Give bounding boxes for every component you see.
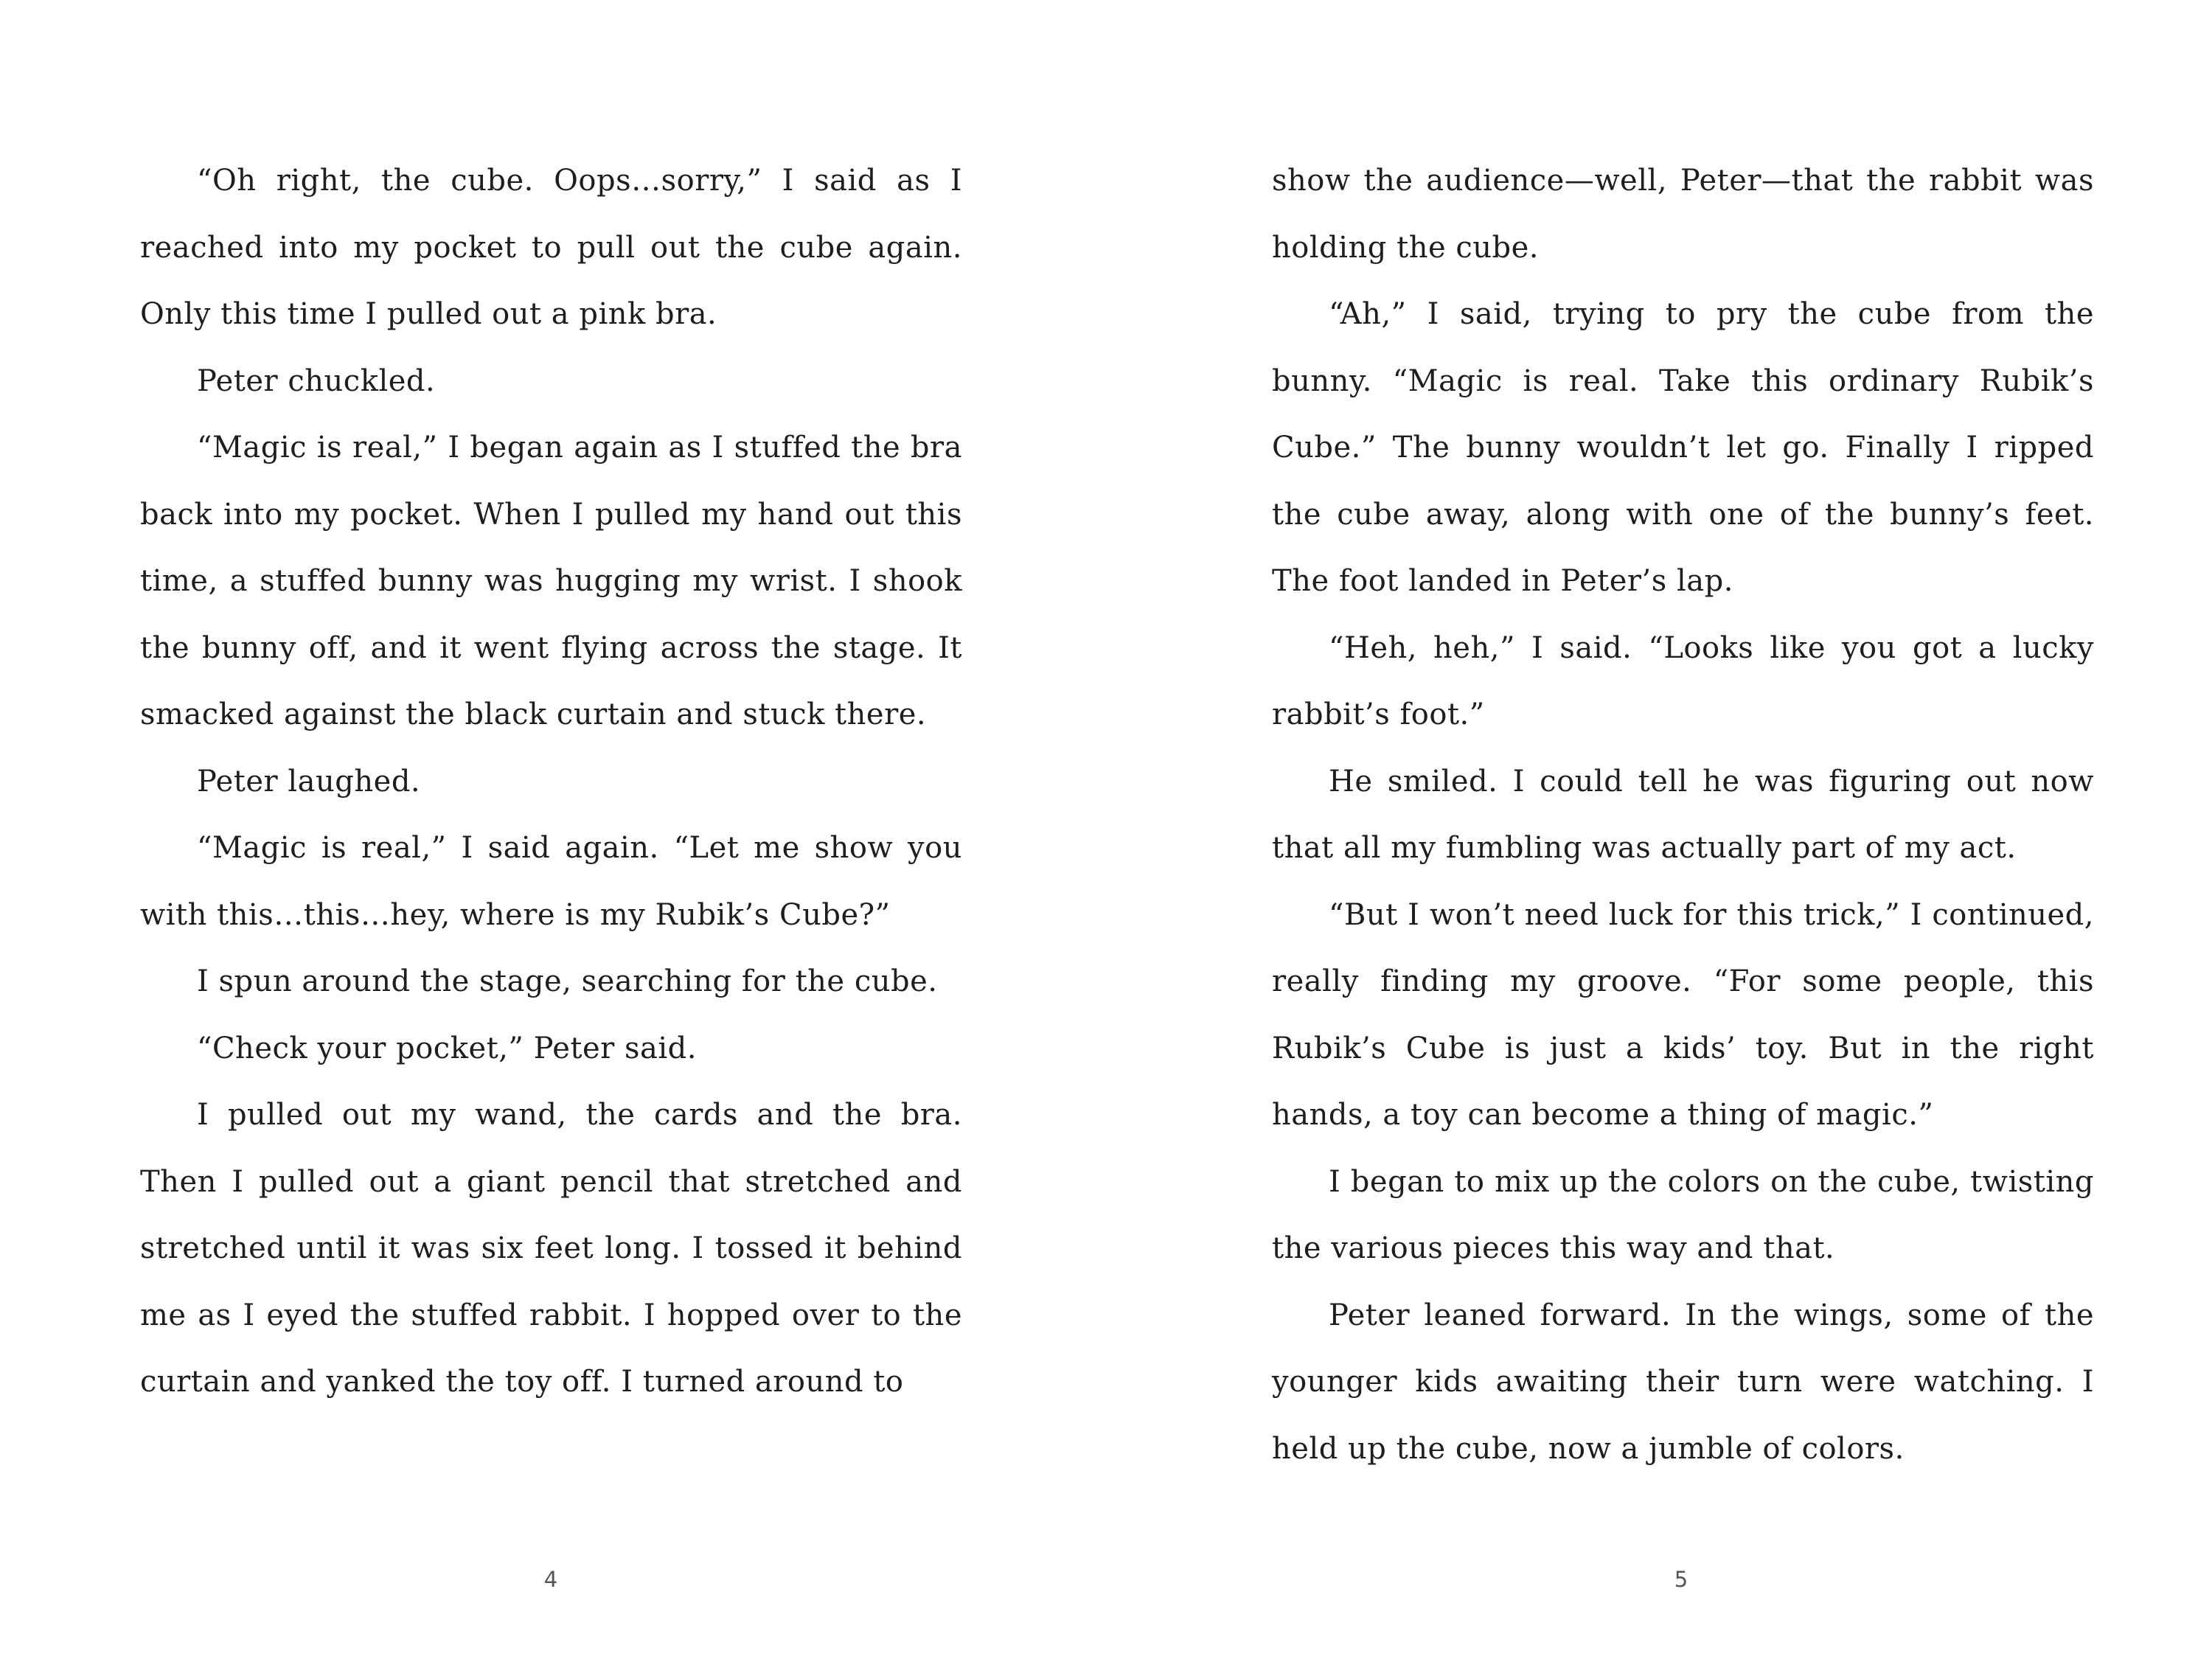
- right-page: [1106, 0, 2212, 1659]
- paragraph: “But I won’t need luck for this trick,” I continued, really finding my groove. “For some people, this Rubik’s Cube is just a kids’ toy. But in the right hands, a toy can become a thing of magic.”: [1272, 897, 2094, 1132]
- paragraph: I pulled out my wand, the cards and the bra. Then I pulled out a giant pencil that stretched and stretched until it was six feet long. I tossed it behind me as I eyed the stuffed rabbit. I hopped over to the curtain and yanked the toy off. I turned around to: [140, 1098, 962, 1399]
- paragraph: Peter chuckled.: [197, 364, 436, 398]
- paragraph: “Check your pocket,” Peter said.: [197, 1031, 697, 1065]
- paragraph: “Ah,” I said, trying to pry the cube from the bunny. “Magic is real. Take this ordinary Rubik’s Cube.” The bunny wouldn’t let go. Finally I ripped the cube away, along with one of the bunny’s feet. The foot landed in Peter’s lap.: [1272, 297, 2094, 598]
- right-page-text: [1272, 147, 2094, 1482]
- paragraph: “Heh, heh,” I said. “Looks like you got a lucky rabbit’s foot.”: [1272, 630, 2094, 731]
- paragraph-continued: show the audience—well, Peter—that the rabbit was holding the cube.: [1272, 164, 2094, 265]
- paragraph: “Magic is real,” I began again as I stuffed the bra back into my pocket. When I pulled my hand out this time, a stuffed bunny was hugging my wrist. I shook the bunny off, and it went flying across the stage. It smacked against the black curtain and stuck there.: [140, 431, 962, 731]
- left-page-text: [140, 147, 962, 1416]
- paragraph: Peter leaned forward. In the wings, some of the younger kids awaiting their turn were watching. I held up the cube, now a jumble of colors.: [1272, 1298, 2094, 1466]
- paragraph: Peter laughed.: [197, 764, 421, 799]
- paragraph: “Oh right, the cube. Oops…sorry,” I said as I reached into my pocket to pull out the cube again. Only this time I pulled out a pink bra.: [140, 164, 962, 331]
- paragraph: “Magic is real,” I said again. “Let me show you with this…this…hey, where is my Rubik’s Cube?”: [140, 831, 962, 932]
- paragraph: He smiled. I could tell he was figuring out now that all my fumbling was actually part of my act.: [1272, 764, 2094, 865]
- paragraph: I began to mix up the colors on the cube, twisting the various pieces this way and that.: [1272, 1164, 2094, 1265]
- paragraph: I spun around the stage, searching for the cube.: [197, 964, 938, 998]
- page-number-right: 5: [1674, 1567, 1688, 1592]
- page-number-left: 4: [543, 1567, 558, 1592]
